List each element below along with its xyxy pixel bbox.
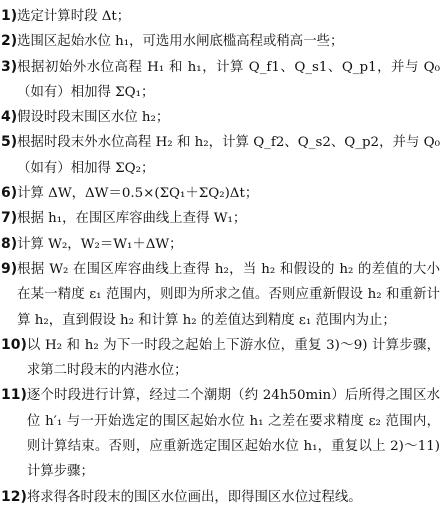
step-number: 7) bbox=[1, 210, 18, 227]
list-item bbox=[0, 232, 446, 257]
step-text: 逐个时段进行计算，经过二个潮期（约 24h50min）后所得之围区水位 h′₁ 与一开始选定的围区起始水位 h₁ 之差在要求精度 ε₂ 范围内，则计算结束。否则，应重新选定围区起始水位 h₁，重复以上 2)～11) 计算步骤； bbox=[26, 388, 440, 480]
list-item bbox=[0, 4, 446, 29]
step-number: 3) bbox=[1, 58, 18, 75]
step-text: 根据初始外水位高程 H₁ 和 h₁，计算 Q_f1、Q_s1、Q_p1，并与 Q₀（如有）相加得 ΣQ₁； bbox=[17, 59, 440, 100]
step-number: 8) bbox=[1, 235, 18, 252]
step-text: 选围区起始水位 h₁，可选用水闸底槛高程或稍高一些； bbox=[17, 34, 344, 50]
step-text: 根据 h₁，在围区库容曲线上查得 W₁； bbox=[17, 211, 247, 227]
step-text: 将求得各时段末的围区水位画出，即得围区水位过程线。 bbox=[26, 489, 362, 505]
list-item bbox=[0, 206, 446, 231]
list-item bbox=[0, 383, 446, 484]
step-number: 11) bbox=[1, 387, 27, 404]
list-item bbox=[0, 29, 446, 54]
step-text: 选定计算时段 Δt； bbox=[17, 9, 131, 24]
step-text: 计算 W₂，W₂＝W₁＋ΔW； bbox=[17, 236, 183, 252]
step-number: 4) bbox=[1, 109, 18, 126]
list-item bbox=[0, 55, 446, 106]
step-number: 6) bbox=[1, 185, 18, 202]
step-text: 根据时段末外水位高程 H₂ 和 h₂，计算 Q_f2、Q_s2、Q_p2，并与 Q₀（如有）相加得 ΣQ₂； bbox=[17, 135, 440, 176]
step-number: 10) bbox=[1, 336, 27, 353]
step-text: 以 H₂ 和 h₂ 为下一时段之起始上下游水位，重复 3)～9) 计算步骤，求第二时段末的内港水位； bbox=[26, 337, 440, 379]
step-number: 5) bbox=[1, 134, 18, 151]
list-item bbox=[0, 257, 446, 333]
list-item bbox=[0, 105, 446, 130]
step-number: 1) bbox=[1, 8, 18, 24]
list-item bbox=[0, 485, 446, 510]
step-text: 计算 ΔW，ΔW＝0.5×(ΣQ₁＋ΣQ₂)Δt； bbox=[17, 186, 259, 202]
step-number: 12) bbox=[1, 488, 27, 505]
step-text: 根据 W₂ 在围区库容曲线上查得 h₂，当 h₂ 和假设的 h₂ 的差值的大小在某一精度 ε₁ 范围内，则即为所求之值。否则应重新假设 h₂ 和重新计算 h₂，直到假设 h₂ 和计算 h₂ 的差值达到精度 ε₁ 范围内为止； bbox=[17, 261, 440, 328]
list-item bbox=[0, 130, 446, 181]
list-item bbox=[0, 333, 446, 384]
step-text: 假设时段末围区水位 h₂； bbox=[17, 110, 170, 126]
step-number: 9) bbox=[1, 260, 18, 277]
list-item bbox=[0, 181, 446, 206]
procedure-list bbox=[0, 4, 446, 510]
step-number: 2) bbox=[1, 33, 18, 50]
